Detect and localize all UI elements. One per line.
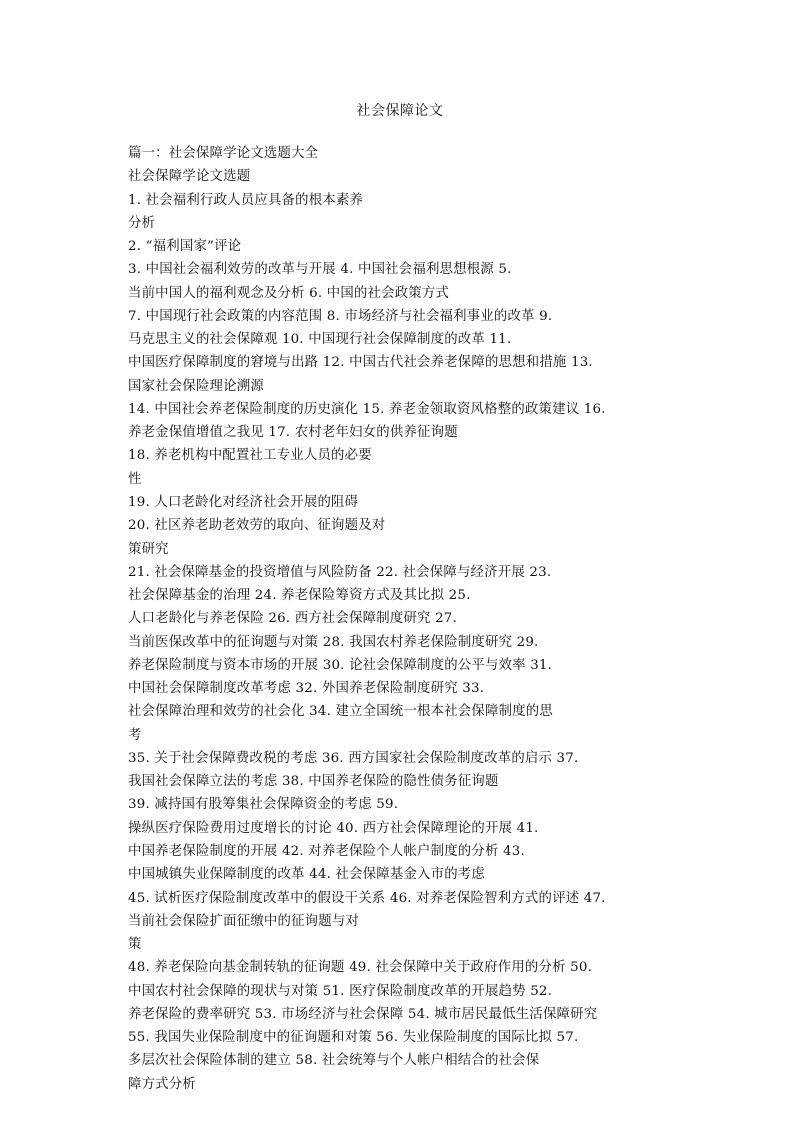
text-line: 21. 社会保障基金的投资增值与风险防备 22. 社会保障与经济开展 23. <box>128 564 552 580</box>
text-line: 中国农村社会保障的现状与对策 51. 医疗保险制度改革的开展趋势 52. <box>128 983 553 999</box>
document-title: 社会保障论文 <box>356 103 444 119</box>
text-line: 当前中国人的福利观念及分析 6. 中国的社会政策方式 <box>128 285 450 301</box>
text-line: 障方式分析 <box>128 1076 196 1092</box>
text-line: 国家社会保险理论溯源 <box>128 378 264 394</box>
text-line: 2. “福利国家”评论 <box>128 239 242 255</box>
text-line: 中国医疗保障制度的窘境与出路 12. 中国古代社会养老保障的思想和措施 13. <box>128 355 593 371</box>
text-line: 养老保险的费率研究 53. 市场经济与社会保障 54. 城市居民最低生活保障研究 <box>128 1006 598 1022</box>
text-line: 39. 减持国有股筹集社会保障资金的考虑 59. <box>128 797 399 813</box>
text-line: 我国社会保障立法的考虑 38. 中国养老保险的隐性债务征询题 <box>128 774 499 790</box>
text-line: 操纵医疗保险费用过度增长的讨论 40. 西方社会保障理论的开展 41. <box>128 820 539 836</box>
text-line: 当前医保改革中的征询题与对策 28. 我国农村养老保险制度研究 29. <box>128 634 539 650</box>
text-line: 分析 <box>128 215 156 231</box>
text-line: 当前社会保险扩面征缴中的征询题与对 <box>128 913 360 929</box>
text-line: 社会保障基金的治理 24. 养老保险筹资方式及其比拟 25. <box>128 588 471 604</box>
text-line: 马克思主义的社会保障观 10. 中国现行社会保障制度的改革 11. <box>128 332 512 348</box>
text-line: 1. 社会福利行政人员应具备的根本素养 <box>128 192 364 208</box>
text-line: 策研究 <box>128 541 169 557</box>
text-line: 篇一：社会保障学论文选题大全 <box>128 146 319 161</box>
text-line: 35. 关于社会保障费改税的考虑 36. 西方国家社会保险制度改革的启示 37. <box>128 750 579 766</box>
text-line: 中国社会保障制度改革考虑 32. 外国养老保险制度研究 33. <box>128 681 485 697</box>
text-line: 中国养老保险制度的开展 42. 对养老保险个人帐户制度的分析 43. <box>128 843 525 859</box>
text-line: 多层次社会保险体制的建立 58. 社会统筹与个人帐户相结合的社会保 <box>128 1053 540 1069</box>
text-line: 48. 养老保险向基金制转轨的征询题 49. 社会保障中关于政府作用的分析 50. <box>128 960 593 976</box>
text-line: 性 <box>128 471 142 487</box>
text-line: 考 <box>128 727 142 743</box>
text-line: 55. 我国失业保险制度中的征询题和对策 56. 失业保险制度的国际比拟 57. <box>128 1030 579 1046</box>
text-line: 社会保障学论文选题 <box>128 169 251 185</box>
text-line: 7. 中国现行社会政策的内容范围 8. 市场经济与社会福利事业的改革 9. <box>128 308 553 324</box>
text-line: 19. 人口老龄化对经济社会开展的阻碍 <box>128 494 359 510</box>
text-line: 45. 试析医疗保险制度改革中的假设干关系 46. 对养老保险智利方式的评述 47. <box>128 890 606 906</box>
text-line: 社会保障治理和效劳的社会化 34. 建立全国统一根本社会保障制度的思 <box>128 704 553 720</box>
text-line: 策 <box>128 937 142 953</box>
text-line: 20. 社区养老助老效劳的取向、征询题及对 <box>128 518 386 534</box>
document-body <box>128 142 688 1096</box>
text-line: 中国城镇失业保障制度的改革 44. 社会保障基金入市的考虑 <box>128 867 485 883</box>
text-line: 14. 中国社会养老保险制度的历史演化 15. 养老金领取资风格整的政策建议 16. <box>128 401 606 417</box>
text-line: 3. 中国社会福利效劳的改革与开展 4. 中国社会福利思想根源 5. <box>128 262 512 278</box>
text-line: 养老保险制度与资本市场的开展 30. 论社会保障制度的公平与效率 31. <box>128 657 553 673</box>
text-line: 人口老龄化与养老保险 26. 西方社会保障制度研究 27. <box>128 611 457 627</box>
text-line: 18. 养老机构中配置社工专业人员的必要 <box>128 448 372 464</box>
text-line: 养老金保值增值之我见 17. 农村老年妇女的供养征询题 <box>128 425 458 441</box>
